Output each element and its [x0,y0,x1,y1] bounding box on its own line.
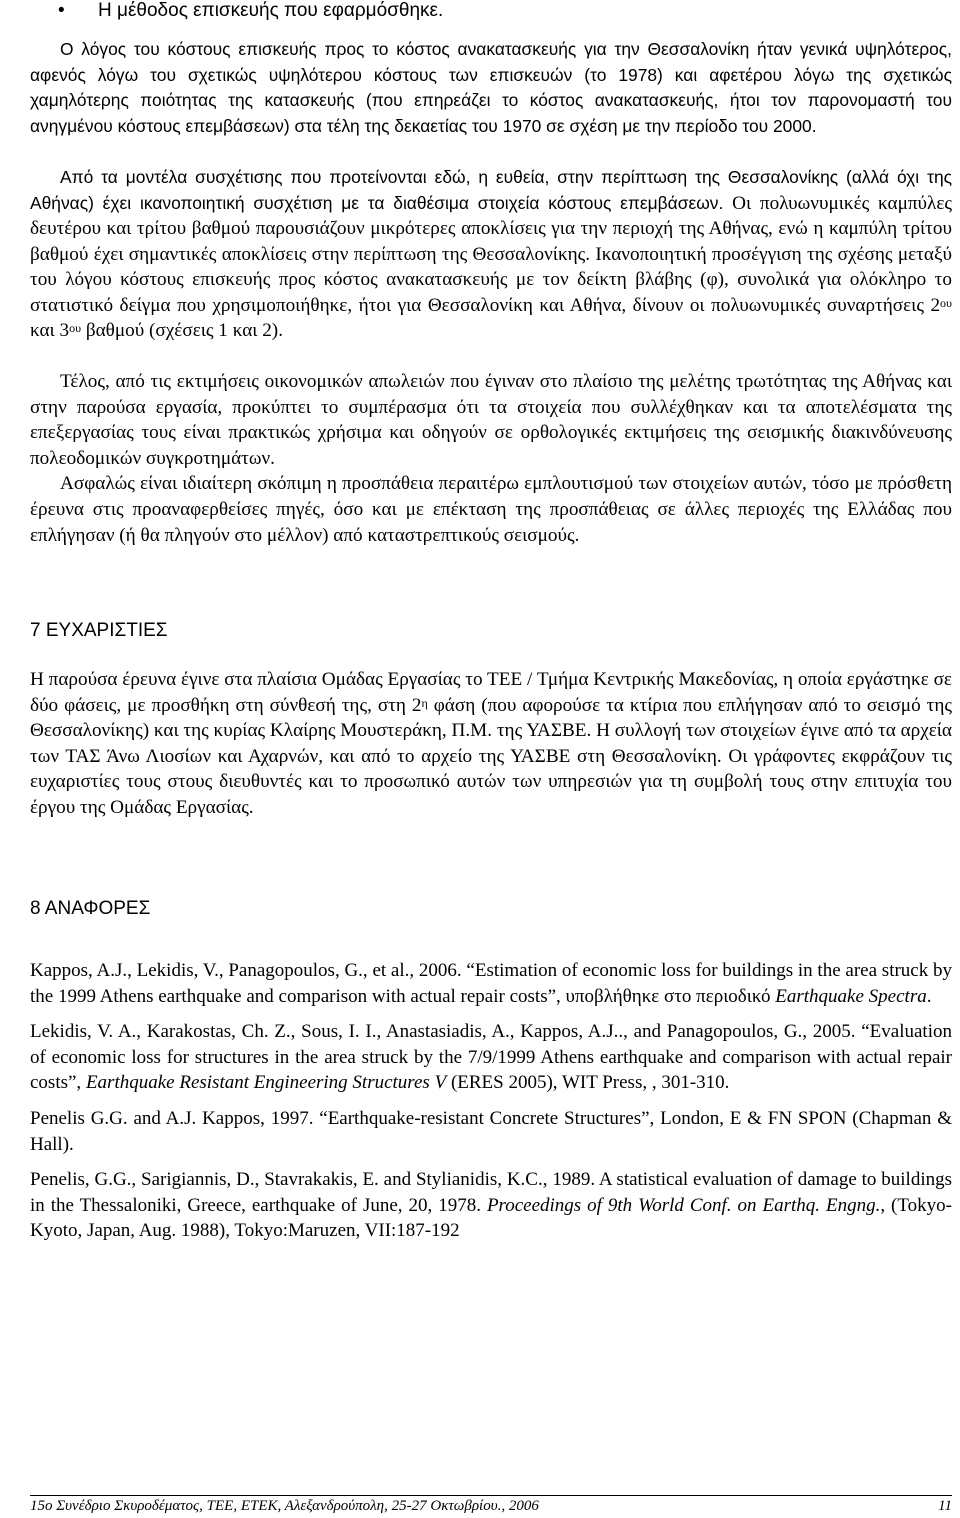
paragraph-models [30,165,952,344]
page-footer [30,1495,952,1518]
section-heading-references: 8 ΑΝΑΦΟΡΕΣ [30,898,151,919]
ack-part-a: Η παρούσα έρευνα έγινε στα πλαίσια Ομάδας Εργασίας το ΤΕΕ / Τμήμα Κεντρικής Μακεδονίας, η οποία εργάστηκε σε δύο φάσεις, με προσθήκη στη σύνθεσή της, στη 2 [30,669,952,716]
para2-part-c: και 3 [30,320,70,341]
paragraph-cost-ratio [30,37,952,139]
section-heading-acknowledgements: 7 ΕΥΧΑΡΙΣΤΙΕΣ [30,620,168,641]
bullet-dot-icon: • [58,0,65,21]
ref-text: , (Tokyo-Kyoto, Japan, Aug. 1988), Tokyo:Maruzen, VII:187-192 [30,1194,952,1242]
para2-part-d: βαθμού (σχέσεις 1 και 2). [81,320,283,341]
paragraph-conclusion [30,369,952,548]
ref-text: (ERES 2005), WIT Press, , 301-310. [446,1072,730,1094]
page-number: 11 [938,1498,952,1514]
para4: Ασφαλώς είναι ιδιαίτερη σκόπιμη η προσπάθεια περαιτέρω εμπλουτισμού των στοιχείων αυτών, τόσο με πρόσθετη έρευνα στις προαναφερθείσες πηγές, όσο και με επέκταση της προσπάθειας σε άλλες περιοχές της Ελλάδας που επλήγησαν (ή θα πληγούν στο μέλλον) από καταστρεπτικούς σεισμούς. [30,473,952,546]
ack-paragraph [30,667,952,821]
para2 [30,165,952,344]
superscript: ου [69,321,82,335]
footer-conference: 15ο Συνέδριο Σκυροδέματος, ΤΕΕ, ΕΤΕΚ, Αλεξανδρούπολη, 25-27 Οκτωβρίου., 2006 [30,1498,539,1514]
ref-journal: Earthquake Spectra [775,985,927,1007]
para1: Ο λόγος του κόστους επισκευής προς το κόστος ανακατασκευής για την Θεσσαλονίκη ήταν γενικά υψηλότερος, αφενός λόγω του σχετικώς υψηλότερου κόστους των επισκευών (το 1978) και αφετέρου λόγω της σχετικώς χαμηλότερης ποιότητας της κατασκευής (που επηρεάζει το κόστος ανακατασκευής, ήτοι τον παρονομαστή του ανηγμένου κόστους επεμβάσεων) στα τέλη της δεκαετίας του 1970 σε σχέση με την περίοδο του 2000. [30,39,952,136]
para2-part-a: Από τα μοντέλα συσχέτισης που προτείνονται εδώ, η ευθεία, στην περίπτωση της Θεσσαλονίκης (αλλά όχι της Αθήνας) έχει ικανοποιητική συσχέτιση με τα διαθέσιμα στοιχεία κόστους επεμβάσεων. [30,167,952,213]
references-list [30,958,952,1254]
acknowledgements-body [30,667,952,821]
reference-item [30,1019,952,1096]
para3: Τέλος, από τις εκτιμήσεις οικονομικών απωλειών που έγιναν στο πλαίσιο της μελέτης τρωτότητας της Αθήνας και στην παρούσα εργασία, προκύπτει το συμπέρασμα ότι τα στοιχεία που συλλέχθηκαν και τα αποτελέσματα της επεξεργασίας τους είναι πρακτικώς χρήσιμα και οδηγούν σε ορθολογικές εκτιμήσεις της σεισμικής διακινδύνευσης πολεοδομικών συγκροτημάτων. [30,371,952,469]
ref-text: Lekidis, V. A., Karakostas, Ch. Z., Sous, I. I., Anastasiadis, A., Kappos, A.J.., and Panagopoulos, G., 2005. “Evaluation of economic loss for structures in the area struck by the 7/9/1999 Athens earthquake and comparison with actual repair costs”, [30,1021,952,1094]
superscript: η [421,695,428,710]
ref-journal: Proceedings of 9th World Conf. on Earthq. Engng. [486,1194,881,1216]
reference-item [30,958,952,1009]
ref-text: Kappos, A.J., Lekidis, V., Panagopoulos, G., et al., 2006. “Estimation of economic loss for buildings in the area struck by the 1999 Athens earthquake and comparison with actual repair costs”, υποβλήθηκε στο περιοδικό [30,960,952,1007]
para2-part-b: Οι πολυωνυμικές καμπύλες δευτέρου και τρίτου βαθμού παρουσιάζουν μικρότερες αποκλίσεις για την περιοχή της Αθήνας, ενώ η καμπύλη τρίτου βαθμού έχει σημαντικές αποκλίσεις στην περίπτωση της Θεσσαλονίκης. Ικανοποιητική προσέγγιση της σχέσης μεταξύ του λόγου κόστους επισκευής προς κόστος ανακατασκευής με τον δείκτη βλάβης (φ), συνολικά για ολόκληρο το στατιστικό δείγμα που χρησιμοποιήθηκε, ήτοι για Θεσσαλονίκη και Αθήνα, δίνουν οι πολυωνυμικές συναρτήσεις 2 [30,192,952,316]
ref-text: Penelis, G.G., Sarigiannis, D., Stavrakakis, E. and Stylianidis, K.C., 1989. A statistical evaluation of damage to buildings in the Thessaloniki, Greece, earthquake of June, 20, 1978. [30,1169,952,1216]
superscript: ου [940,295,952,310]
reference-item: Penelis G.G. and A.J. Kappos, 1997. “Earthquake-resistant Concrete Structures”, London, E & FN SPON (Chapman & Hall). [30,1107,952,1155]
reference-item [30,1167,952,1244]
bullet-text: Η μέθοδος επισκευής που εφαρμόσθηκε. [98,0,444,21]
ref-journal: Earthquake Resistant Engineering Structures V [85,1072,447,1094]
ack-part-b: φάση (που αφορούσε τα κτίρια που επλήγησαν από το σεισμό της Θεσσαλονίκης) και της κυρίας Κλαίρης Μουστεράκη, Π.Μ. της ΥΑΣΒΕ. Η συλλογή των στοιχείων έγινε από τα αρχεία των ΤΑΣ Άνω Λιοσίων και Αχαρνών, και από το αρχείο της ΥΑΣΒΕ στη Θεσσαλονίκη. Οι γράφοντες εκφράζουν τις ευχαριστίες τους στους διευθυντές και το προσωπικό αυτών των υπηρεσιών για τη συμβολή τους στην επιτυχία του έργου της Ομάδας Εργασίας. [30,694,953,818]
ref-text: . [926,985,932,1007]
